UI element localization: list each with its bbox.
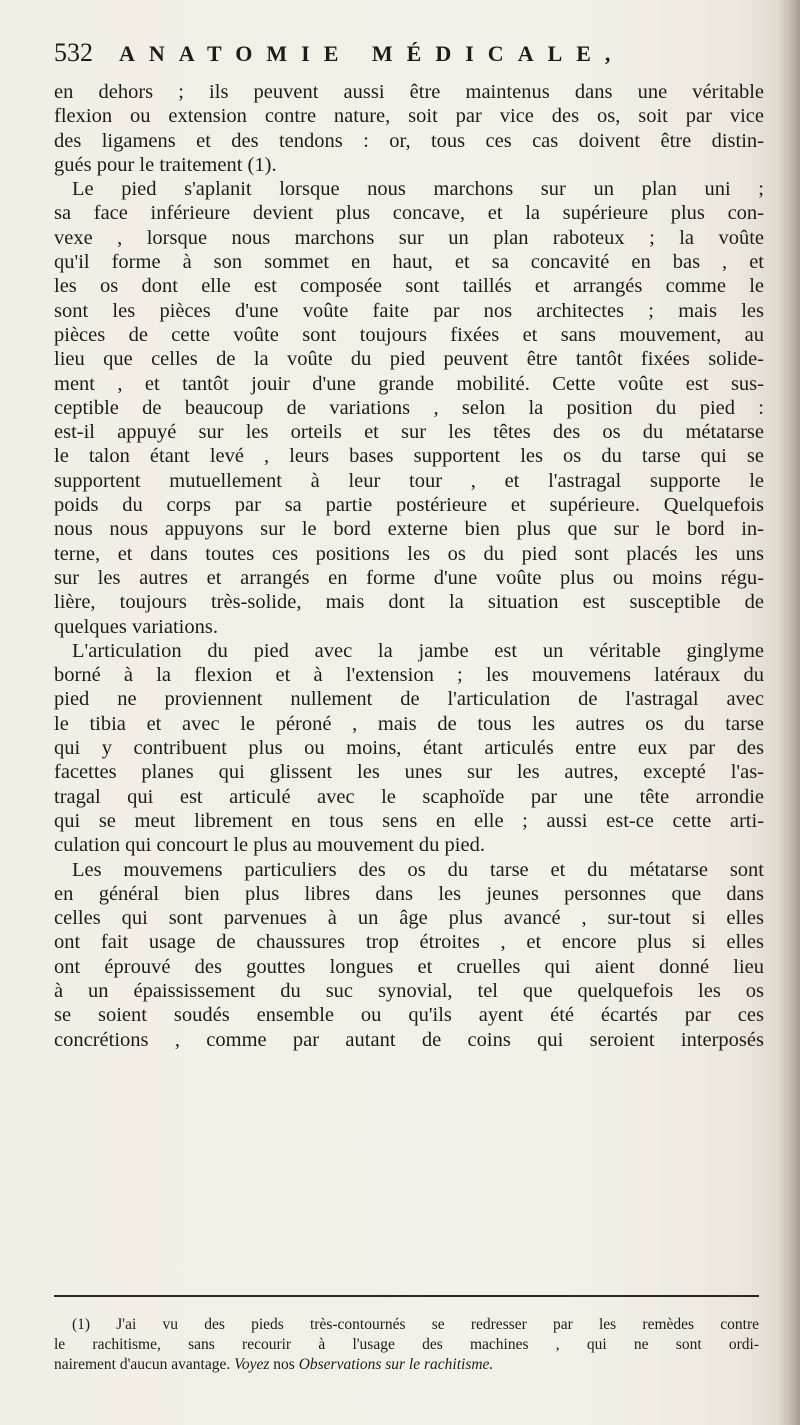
text-line: le tibia et avec le péroné , mais de tous les autres os du tarse <box>54 712 764 735</box>
text-line: se soient soudés ensemble ou qu'ils ayent été écartés par ces <box>54 1004 764 1027</box>
text-line: gués pour le traitement (1). <box>54 153 277 176</box>
text-line: ceptible de beaucoup de variations , selon la position du pied : <box>54 396 764 419</box>
text-line: flexion ou extension contre nature, soit par vice des os, soit par vice <box>54 105 764 128</box>
text-line: concrétions , comme par autant de coins qui seroient interposés <box>54 1028 764 1051</box>
footnote-rule <box>54 1295 759 1297</box>
text-line: en dehors ; ils peuvent aussi être maintenus dans une véritable <box>54 81 764 103</box>
text-line: ont éprouvé des gouttes longues et cruelles qui aient donné lieu <box>54 955 764 978</box>
text-line: le talon étant levé , leurs bases supportent les os du tarse qui se <box>54 445 764 468</box>
text-line: à un épaississement du suc synovial, tel que quelquefois les os <box>54 979 764 1002</box>
text-line: supportent mutuellement à leur tour , et l'astragal supporte le <box>54 469 764 492</box>
text-line: qu'il forme à son sommet en haut, et sa concavité en bas , et <box>54 251 764 274</box>
footnote-text: nairement d'aucun avantage. <box>54 1356 235 1373</box>
footnote-italic: Voyez <box>234 1356 270 1373</box>
text-line: L'articulation du pied avec la jambe est un véritable ginglyme <box>72 639 764 662</box>
text-line: lieu que celles de la voûte du pied peuvent être tantôt fixées solide- <box>54 348 764 371</box>
text-line: facettes planes qui glissent les unes sur les autres, excepté l'as- <box>54 761 764 784</box>
text-line: tragal qui est articulé avec le scaphoïde par une tête arrondie <box>54 785 764 808</box>
footnote-line: (1) J'ai vu des pieds très-contournés se redresser par les remèdes contre <box>72 1316 759 1333</box>
footnote-line <box>54 1355 759 1375</box>
text-line: quelques variations. <box>54 615 218 638</box>
footnote-line: le rachitisme, sans recourir à l'usage des machines , qui ne sont ordi- <box>54 1336 759 1353</box>
text-line: terne, et dans toutes ces positions les os du pied sont placés les uns <box>54 542 764 565</box>
text-line: ont fait usage de chaussures trop étroites , et encore plus si elles <box>54 931 764 954</box>
text-line: culation qui concourt le plus au mouvement du pied. <box>54 834 485 857</box>
text-line: vexe , lorsque nous marchons sur un plan raboteux ; la voûte <box>54 226 764 249</box>
text-line: nous nous appuyons sur le bord externe bien plus que sur le bord in- <box>54 518 764 541</box>
text-line: est-il appuyé sur les orteils et sur les têtes des os du métatarse <box>54 421 764 444</box>
text-line: qui se meut librement en tous sens en elle ; aussi est-ce cette arti- <box>54 809 764 832</box>
text-line: qui y contribuent plus ou moins, étant articulés entre eux par des <box>54 737 764 760</box>
text-line: les os dont elle est composée sont taillés et arrangés comme le <box>54 275 764 298</box>
text-line: Le pied s'aplanit lorsque nous marchons sur un plan uni ; <box>72 178 764 201</box>
text-line: Les mouvemens particuliers des os du tarse et du métatarse sont <box>72 858 764 881</box>
page-edge-shadow <box>778 0 800 1425</box>
text-line: poids du corps par sa partie postérieure et supérieure. Quelquefois <box>54 494 764 517</box>
text-line: des ligamens et des tendons : or, tous ces cas doivent être distin- <box>54 129 764 152</box>
page-number: 532 <box>54 38 93 67</box>
text-line: pièces de cette voûte sont toujours fixées et sans mouvement, au <box>54 323 764 346</box>
text-line: sur les autres et arrangés en forme d'une voûte plus ou moins régu- <box>54 566 764 589</box>
text-line: celles qui sont parvenues à un âge plus avancé , sur-tout si elles <box>54 907 764 930</box>
running-head <box>54 38 694 78</box>
footnote <box>54 1315 759 1375</box>
footnote-text: nos <box>269 1356 299 1373</box>
text-line: lière, toujours très-solide, mais dont la situation est susceptible de <box>54 591 764 614</box>
text-line: en général bien plus libres dans les jeunes personnes que dans <box>54 882 764 905</box>
text-line: pied ne proviennent nullement de l'articulation de l'astragal avec <box>54 688 764 711</box>
running-title: ANATOMIE MÉDICALE, <box>119 41 625 66</box>
text-line: sa face inférieure devient plus concave, et la supérieure plus con- <box>54 202 764 225</box>
text-line: borné à la flexion et à l'extension ; les mouvemens latéraux du <box>54 664 764 687</box>
body-text <box>54 80 764 1052</box>
text-line: sont les pièces d'une voûte faite par nos architectes ; mais les <box>54 299 764 322</box>
footnote-reference-title: Observations sur le rachitisme. <box>298 1356 494 1373</box>
text-line: ment , et tantôt jouir d'une grande mobilité. Cette voûte est sus- <box>54 372 764 395</box>
